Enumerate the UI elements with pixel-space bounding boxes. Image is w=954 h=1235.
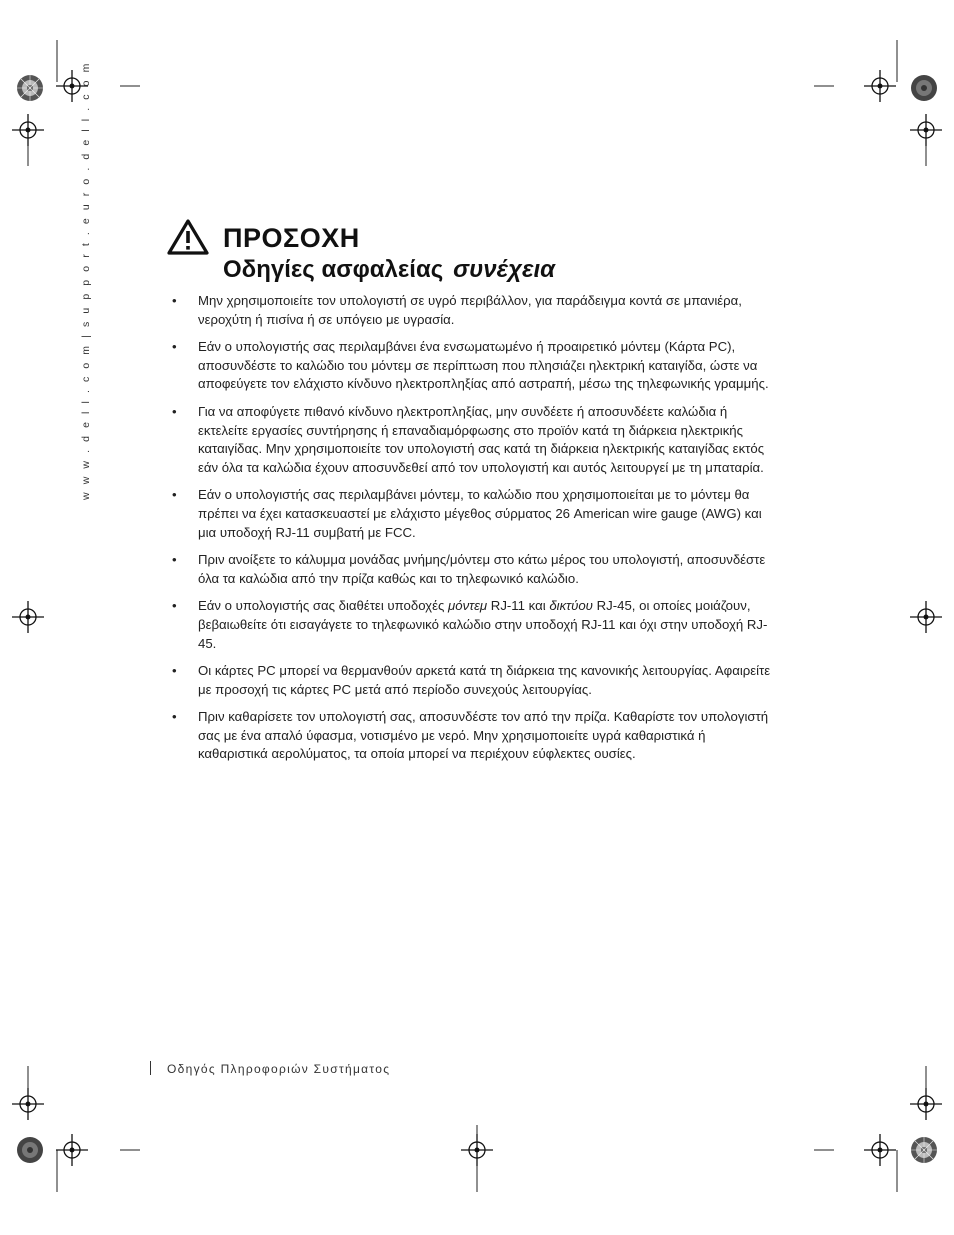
bullet-icon: • bbox=[172, 552, 177, 568]
modem-emphasis: μόντεμ bbox=[448, 598, 488, 614]
list-item-text bbox=[198, 598, 767, 650]
star-target-mark bbox=[911, 75, 937, 101]
list-item-text: Πριν καθαρίσετε τον υπολογιστή σας, αποσυνδέστε τον από την πρίζα. Καθαρίστε τον υπολογιστή σας με ένα απαλό ύφασμα, νοτισμένο με νερό. Μην χρησιμοποιείτε υγρά καθαριστικά ή καθαριστικά αερολύματος, τα οποία μπορεί να περιέχουν εύφλεκτες ουσίες. bbox=[198, 709, 769, 762]
list-item-text: Πριν ανοίξετε το κάλυμμα μονάδας μνήμης/μόντεμ στο κάτω μέρος του υπολογιστή, αποσυνδέστε όλα τα καλώδια από την πρίζα καθώς και το τηλεφωνικό καλώδιο. bbox=[198, 552, 766, 586]
list-item-text: Εάν ο υπολογιστής σας περιλαμβάνει μόντεμ, το καλώδιο που χρησιμοποιείται με το μόντεμ θα πρέπει να έχει κατασκευαστεί με ελάχιστο μέγεθος σύρματος 26 American wire gauge (AWG) και μια υποδοχή RJ-11 συμβατή με FCC. bbox=[198, 487, 762, 540]
star-target-mark bbox=[17, 75, 43, 101]
caution-title: ΠΡΟΣΟΧΗ bbox=[223, 223, 360, 253]
footer-title: Οδηγός Πληροφοριών Συστήματος bbox=[167, 1062, 391, 1076]
bullet-icon: • bbox=[172, 663, 177, 679]
bullet-icon: • bbox=[172, 293, 177, 308]
list-item bbox=[170, 338, 776, 394]
bullet-icon: • bbox=[172, 339, 177, 355]
bullet-icon: • bbox=[172, 403, 177, 419]
bullet-icon: • bbox=[172, 487, 177, 503]
list-item-text: Μην χρησιμοποιείτε τον υπολογιστή σε υγρό περιβάλλον, για παράδειγμα κοντά σε μπανιέρα, νεροχύτη ή πισίνα ή σε υπόγειο με υγρασία. bbox=[198, 293, 742, 327]
list-item-text: Οι κάρτες PC μπορεί να θερμανθούν αρκετά κατά τη διάρκεια της κανονικής λειτουργίας. Αφαιρείτε με προσοχή τις κάρτες PC μετά από περίοδο συνεχούς λειτουργίας. bbox=[198, 663, 771, 697]
sidebar-website-url: w w w . d e l l . c o m | s u p p o r t . e u r o . d e l l . c o m bbox=[80, 61, 92, 500]
safety-subtitle bbox=[223, 254, 555, 286]
list-item bbox=[170, 486, 776, 542]
text-part: RJ-45, οι οποίες μοιάζουν, βεβαιωθείτε ότι εισαγάγετε το τηλεφωνικό καλώδιο στην υποδοχή RJ-11 και όχι στην υποδοχή RJ-45. bbox=[198, 598, 768, 651]
list-item-text: Για να αποφύγετε πιθανό κίνδυνο ηλεκτροπληξίας, μην συνδέετε ή αποσυνδέετε καλώδια ή εκτελείτε εργασίες συντήρησης ή επαναδιαμόρφωσης στο προϊόν κατά τη διάρκεια ηλεκτρικής καταιγίδας. Μην χρησιμοποιείτε τον υπολογιστή σας κατά τη διάρκεια ηλεκτρικής καταιγίδας εκτός εάν όλα τα καλώδια έχουν αποσυνδεθεί από τον υπολογιστή και αυτός λειτουργεί με τη μπαταρία. bbox=[198, 403, 765, 475]
footer-divider bbox=[150, 1061, 151, 1075]
text-part: Εάν ο υπολογιστής σας διαθέτει υποδοχές bbox=[198, 598, 449, 614]
list-item bbox=[170, 597, 776, 653]
star-target-mark bbox=[17, 1137, 43, 1163]
list-item bbox=[170, 292, 776, 329]
list-item bbox=[170, 708, 776, 764]
bullet-icon: • bbox=[172, 598, 177, 614]
list-item-text: Εάν ο υπολογιστής σας περιλαμβάνει ένα ενσωματωμένο ή προαιρετικό μόντεμ (Κάρτα PC), αποσυνδέστε το καλώδιο του μόντεμ σε περίπτωση που πλησιάζει ηλεκτρική καταιγίδα, ώστε να αποφεύγετε τον ελάχιστο κίνδυνο ηλεκτροπληξίας από αστραπή, μέσω της τηλεφωνικής γραμμής. bbox=[198, 339, 769, 392]
star-target-mark bbox=[911, 1137, 937, 1163]
list-item bbox=[170, 403, 776, 477]
list-item bbox=[170, 551, 776, 588]
warning-triangle-icon bbox=[166, 218, 210, 256]
subtitle-text: Οδηγίες ασφαλείας bbox=[223, 256, 444, 283]
bullet-icon: • bbox=[172, 709, 177, 725]
list-item bbox=[170, 662, 776, 699]
continued-label: συνέχεια bbox=[453, 256, 556, 283]
network-emphasis: δικτύου bbox=[549, 598, 593, 614]
page-footer bbox=[150, 1061, 390, 1076]
section-heading bbox=[223, 222, 555, 286]
safety-instructions-list bbox=[170, 292, 776, 773]
text-part: RJ-11 και bbox=[487, 598, 550, 614]
